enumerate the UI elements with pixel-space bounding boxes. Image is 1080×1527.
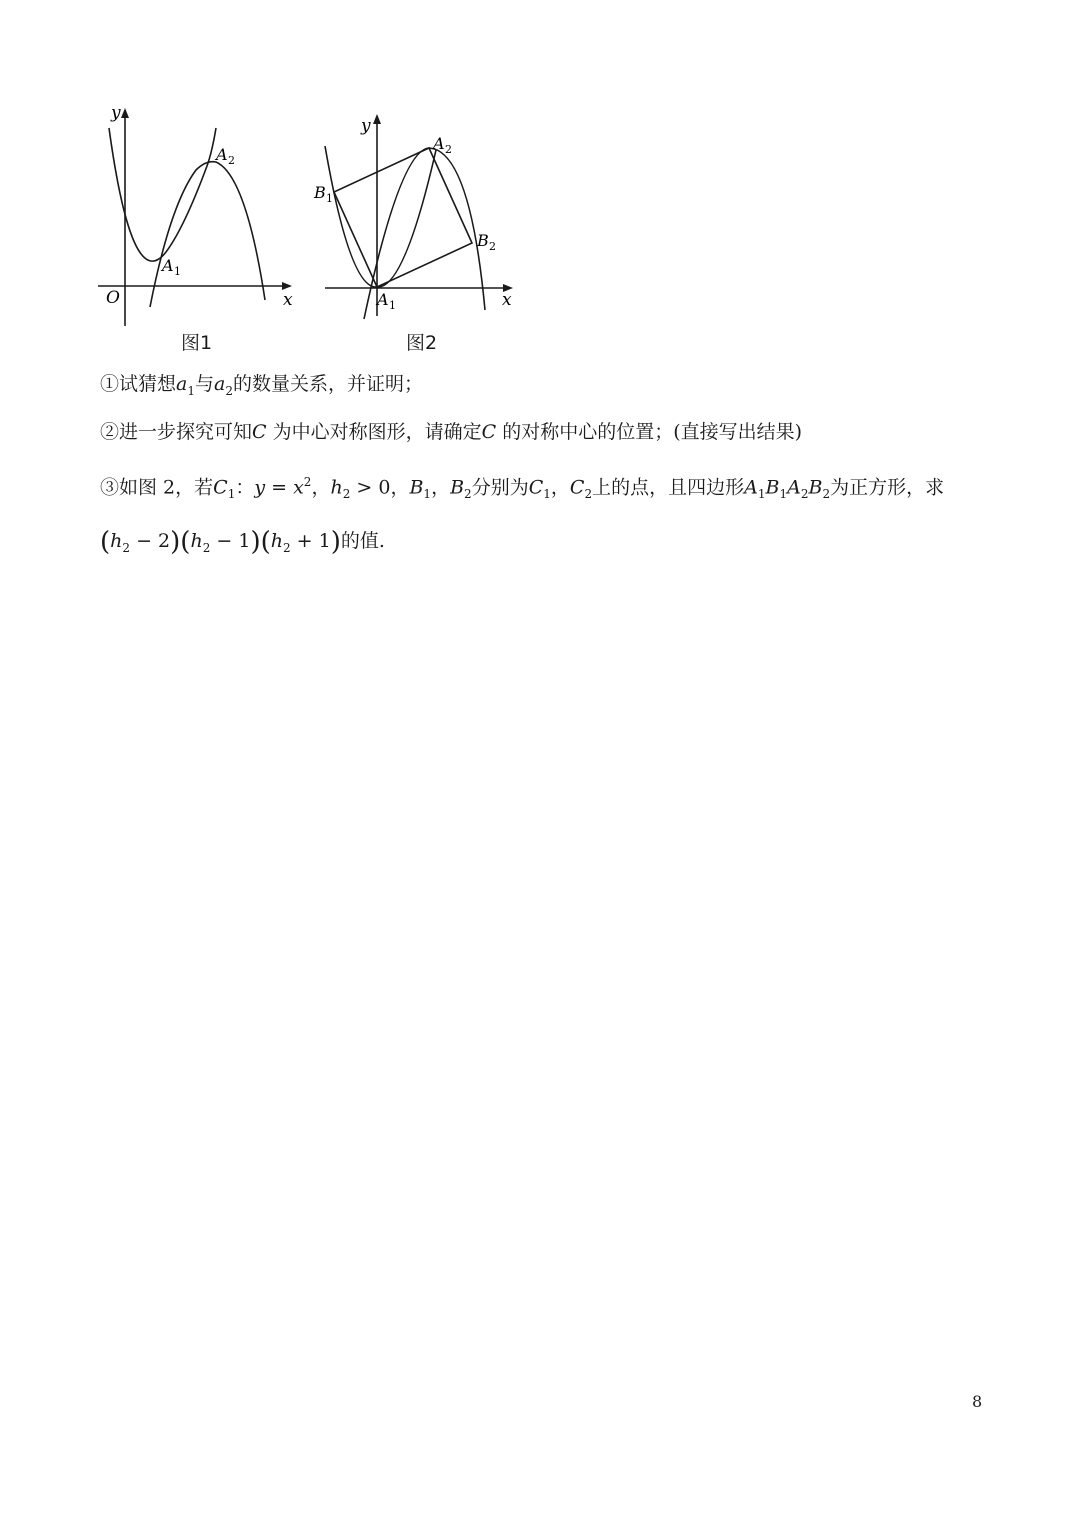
q3-eq-y: y bbox=[254, 476, 266, 499]
fig1-x-arrow bbox=[282, 282, 292, 290]
q3-prefix: ③如图 2，若 bbox=[100, 476, 214, 499]
q3-quad-a2: A bbox=[787, 476, 801, 499]
fig2-y-arrow bbox=[373, 114, 381, 124]
q3l2-p1-close: ) bbox=[170, 527, 181, 557]
q1-var-a2: a bbox=[214, 373, 226, 395]
q2-var-c2: C bbox=[481, 421, 497, 443]
q3l2-p3-open: ( bbox=[260, 527, 271, 557]
q3l2-h-b: h bbox=[190, 530, 203, 552]
fig1-point-a2-sub: 2 bbox=[228, 154, 235, 167]
q3l2-p3-close: ) bbox=[330, 527, 341, 557]
fig2-x-label: x bbox=[502, 290, 512, 310]
q3l2-p3-rest: + 1 bbox=[290, 530, 331, 552]
fig2-point-a1-sub: 1 bbox=[389, 299, 396, 312]
q3l2-h-a: h bbox=[110, 530, 123, 552]
q3-text-shang: 上的点，且四边形 bbox=[592, 476, 745, 499]
fig2-point-a1-label: A bbox=[377, 290, 389, 309]
question-3-line-2 bbox=[100, 527, 385, 560]
q1-suffix: 的数量关系，并证明； bbox=[232, 373, 423, 395]
q3-h2: h bbox=[330, 476, 343, 499]
q3l2-h-b-sub: 2 bbox=[202, 540, 211, 555]
q3-comma-1: ， bbox=[311, 476, 331, 499]
q3l2-p2-open: ( bbox=[180, 527, 191, 557]
fig2-point-b2-label: B bbox=[477, 231, 489, 250]
page-number: 8 bbox=[972, 1392, 983, 1411]
fig1-origin-label: O bbox=[106, 288, 120, 308]
q1-var-a1: a bbox=[176, 373, 188, 395]
figure-2-caption: 图2 bbox=[406, 332, 438, 354]
figures-area bbox=[0, 0, 1080, 360]
q3l2-p2-rest: − 1 bbox=[210, 530, 251, 552]
q3-quad-b1: B bbox=[765, 476, 780, 499]
q3-eq-mid: = bbox=[265, 476, 294, 499]
fig2-point-a2-sub: 2 bbox=[445, 143, 452, 156]
q3-quad-b2-sub: 2 bbox=[822, 487, 831, 502]
fig2-point-b1-sub: 1 bbox=[326, 192, 333, 205]
q3-text-fenbie: 分别为 bbox=[471, 476, 529, 499]
fig2-point-b2-sub: 2 bbox=[489, 240, 496, 253]
q3-c1b: C bbox=[528, 476, 544, 499]
fig2-point-a2-label: A bbox=[433, 134, 445, 153]
fig1-x-label: x bbox=[283, 290, 293, 310]
q3l2-p2-close: ) bbox=[250, 527, 261, 557]
q3-c1-sub: 1 bbox=[227, 487, 236, 502]
fig1-point-a1-label: A bbox=[162, 256, 174, 275]
q3-c1: C bbox=[213, 476, 228, 499]
question-1 bbox=[100, 372, 423, 403]
q3-quad-b1-sub: 1 bbox=[779, 487, 788, 502]
q3-quad-a2-sub: 2 bbox=[800, 487, 809, 502]
fig2-point-b1-label: B bbox=[314, 183, 326, 202]
q3-b1: B bbox=[409, 476, 424, 499]
q3-comma-4: ， bbox=[550, 476, 570, 499]
q3-quad-a1: A bbox=[744, 476, 758, 499]
q3-b2-sub: 2 bbox=[464, 487, 472, 502]
figure-2-graph bbox=[325, 114, 513, 319]
q3l2-p1-open: ( bbox=[100, 527, 111, 557]
q3-c1b-sub: 1 bbox=[543, 487, 551, 502]
q3-colon: ： bbox=[235, 476, 255, 499]
q3-text-end: 为正方形，求 bbox=[830, 476, 945, 499]
q3-b2: B bbox=[450, 476, 465, 499]
q3-h2-cond: > 0 bbox=[350, 476, 391, 499]
fig2-curve-c1 bbox=[325, 146, 436, 287]
fig1-point-a1-sub: 1 bbox=[174, 265, 181, 278]
q1-prefix: ①试猜想 bbox=[100, 373, 177, 395]
q1-mid: 与 bbox=[194, 373, 214, 395]
fig1-point-a2-label: A bbox=[216, 145, 228, 164]
q3-quad-a1-sub: 1 bbox=[757, 487, 766, 502]
q2-prefix: ②进一步探究可知 bbox=[100, 421, 253, 443]
q3l2-h-c: h bbox=[270, 530, 283, 552]
figure-1-caption: 图1 bbox=[181, 332, 213, 354]
figures-svg bbox=[0, 0, 1080, 360]
q3-comma-2: ， bbox=[390, 476, 410, 499]
q3-c2: C bbox=[569, 476, 585, 499]
q2-suffix: 的对称中心的位置；(直接写出结果) bbox=[496, 421, 803, 443]
q3-b1-sub: 1 bbox=[423, 487, 432, 502]
q3-eq-sup: 2 bbox=[303, 475, 312, 489]
q3-eq-x: x bbox=[293, 476, 304, 499]
fig1-y-label: y bbox=[111, 103, 121, 123]
q3-h2-sub: 2 bbox=[342, 487, 351, 502]
q3l2-suffix: 的值. bbox=[340, 530, 385, 552]
q3l2-h-a-sub: 2 bbox=[122, 540, 131, 555]
q3l2-p1-rest: − 2 bbox=[130, 530, 171, 552]
q3-comma-3: ， bbox=[431, 476, 451, 499]
question-3 bbox=[100, 470, 944, 506]
fig2-square bbox=[334, 148, 472, 287]
fig2-y-label: y bbox=[361, 116, 371, 136]
q3l2-h-c-sub: 2 bbox=[283, 540, 291, 555]
q1-var-a2-sub: 2 bbox=[225, 383, 233, 398]
q3-quad-b2: B bbox=[808, 476, 823, 499]
q3-c2-sub: 2 bbox=[584, 487, 593, 502]
q1-var-a1-sub: 1 bbox=[187, 383, 195, 398]
figure-1-graph bbox=[98, 108, 292, 326]
fig1-y-arrow bbox=[121, 108, 129, 118]
q2-mid: 为中心对称图形，请确定 bbox=[266, 421, 482, 443]
question-2 bbox=[100, 420, 802, 444]
q2-var-c1: C bbox=[252, 421, 267, 443]
